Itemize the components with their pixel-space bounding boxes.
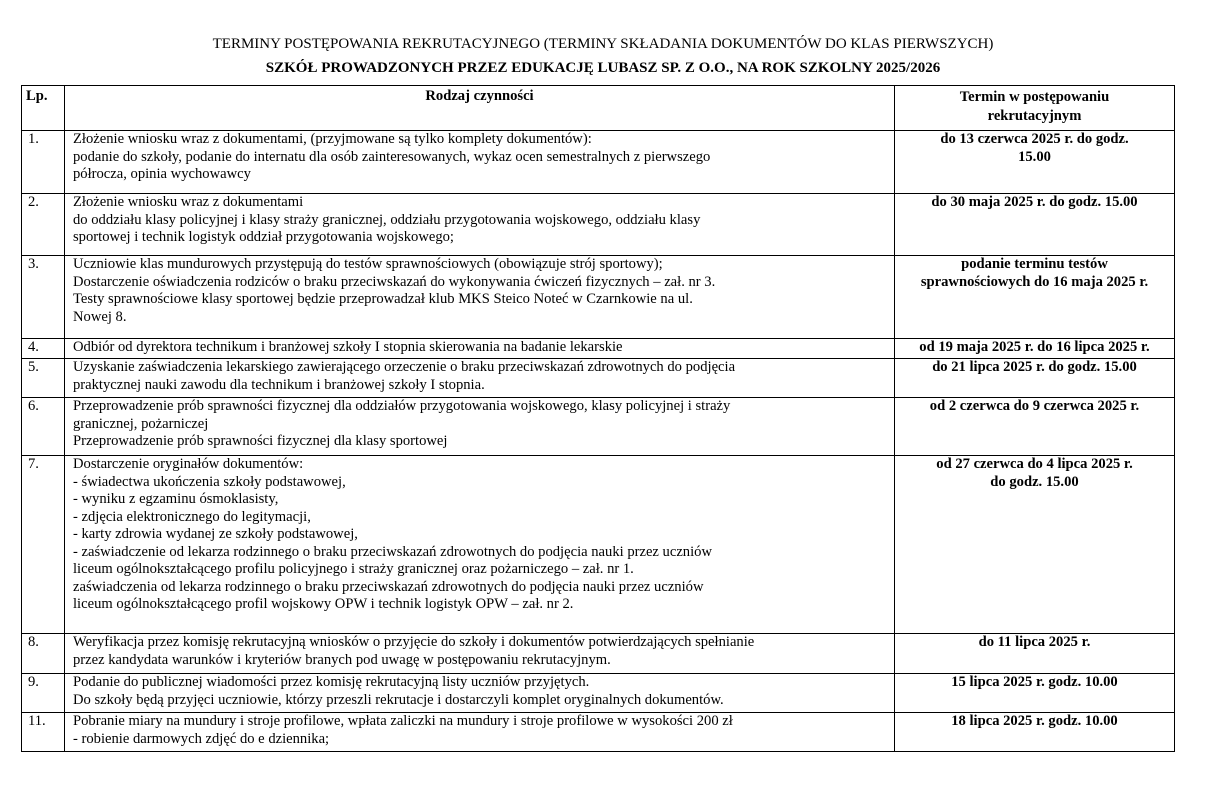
row-deadline bbox=[895, 398, 1175, 456]
activity-line: granicznej, pożarniczej bbox=[73, 415, 209, 432]
activity-line: przez kandydata warunków i kryteriów branych pod uwagę w postępowaniu rekrutacyjnym. bbox=[73, 651, 611, 668]
activity-line: Do szkoły będą przyjęci uczniowie, którzy przeszli rekrutacje i dostarczyli komplet oryginalnych dokumentów. bbox=[73, 691, 724, 708]
row-number: 5. bbox=[22, 359, 65, 398]
row-activity bbox=[65, 339, 895, 359]
row-activity bbox=[65, 674, 895, 713]
row-activity bbox=[65, 131, 895, 194]
header-term bbox=[895, 86, 1175, 131]
row-activity bbox=[65, 256, 895, 339]
row-deadline bbox=[895, 194, 1175, 256]
activity-line: Przeprowadzenie prób sprawności fizycznej dla oddziałów przygotowania wojskowego, klasy policyjnej i straży bbox=[73, 398, 731, 414]
deadline-line: od 27 czerwca do 4 lipca 2025 r. bbox=[936, 456, 1133, 472]
row-number: 1. bbox=[22, 131, 65, 194]
activity-line: Dostarczenie oryginałów dokumentów: bbox=[73, 456, 304, 472]
activity-line: - robienie darmowych zdjęć do e dziennika; bbox=[73, 730, 330, 747]
deadline-line: podanie terminu testów bbox=[961, 256, 1108, 272]
deadline-line: do 11 lipca 2025 r. bbox=[978, 634, 1091, 650]
row-activity bbox=[65, 398, 895, 456]
activity-line: Weryfikacja przez komisję rekrutacyjną wniosków o przyjęcie do szkoły i dokumentów potwierdzających spełnianie bbox=[73, 634, 755, 650]
deadline-line: sprawnościowych do 16 maja 2025 r. bbox=[920, 273, 1149, 290]
activity-line: Uzyskanie zaświadczenia lekarskiego zawierającego orzeczenie o braku przeciwskazań zdrowotnych do podjęcia bbox=[73, 359, 736, 375]
row-number: 7. bbox=[22, 456, 65, 634]
table-row bbox=[22, 256, 1175, 339]
activity-line: liceum ogólnokształcącego profil wojskowy OPW i technik logistyk OPW – zał. nr 2. bbox=[73, 596, 574, 612]
activity-line: sportowej i technik logistyk oddział przygotowania wojskowego; bbox=[73, 229, 454, 245]
row-number: 4. bbox=[22, 339, 65, 359]
row-activity bbox=[65, 359, 895, 398]
table-row bbox=[22, 674, 1175, 713]
row-deadline bbox=[895, 359, 1175, 398]
table-row bbox=[22, 359, 1175, 398]
row-activity bbox=[65, 456, 895, 634]
row-deadline bbox=[895, 339, 1175, 359]
activity-line: do oddziału klasy policyjnej i klasy straży granicznej, oddziału przygotowania wojskowego, oddziału klasy bbox=[73, 211, 701, 228]
table-row bbox=[22, 713, 1175, 752]
deadline-line: 15 lipca 2025 r. godz. 10.00 bbox=[951, 674, 1118, 690]
deadline-line: od 2 czerwca do 9 czerwca 2025 r. bbox=[929, 398, 1140, 414]
row-deadline bbox=[895, 456, 1175, 634]
table-row bbox=[22, 634, 1175, 674]
activity-line: Odbiór od dyrektora technikum i branżowej szkoły I stopnia skierowania na badanie lekarskie bbox=[73, 339, 623, 355]
row-deadline bbox=[895, 713, 1175, 752]
deadline-line: 15.00 bbox=[1018, 148, 1051, 165]
activity-line: - wyniku z egzaminu ósmoklasisty, bbox=[73, 491, 279, 507]
deadline-line: do godz. 15.00 bbox=[990, 473, 1079, 490]
deadline-line: do 30 maja 2025 r. do godz. 15.00 bbox=[931, 194, 1138, 210]
table-row bbox=[22, 194, 1175, 256]
row-deadline bbox=[895, 256, 1175, 339]
activity-line: Złożenie wniosku wraz z dokumentami, (przyjmowane są tylko komplety dokumentów): bbox=[73, 131, 592, 147]
row-number: 9. bbox=[22, 674, 65, 713]
row-number: 6. bbox=[22, 398, 65, 456]
activity-line: Podanie do publicznej wiadomości przez komisję rekrutacyjną listy uczniów przyjętych. bbox=[73, 674, 590, 690]
activity-line: półrocza, opinia wychowawcy bbox=[73, 166, 251, 182]
recruitment-schedule-table bbox=[21, 85, 1175, 752]
table-row bbox=[22, 456, 1175, 634]
table-row bbox=[22, 398, 1175, 456]
table-row bbox=[22, 131, 1175, 194]
document-title: TERMINY POSTĘPOWANIA REKRUTACYJNEGO (TERMINY SKŁADANIA DOKUMENTÓW DO KLAS PIERWSZYCH) bbox=[212, 36, 994, 52]
activity-line: Przeprowadzenie prób sprawności fizycznej dla klasy sportowej bbox=[73, 433, 448, 449]
activity-line: podanie do szkoły, podanie do internatu dla osób zainteresowanych, wykaz ocen semestralnych z pierwszego bbox=[73, 148, 711, 165]
header-activity: Rodzaj czynności bbox=[65, 86, 895, 131]
row-number: 8. bbox=[22, 634, 65, 674]
activity-line: Uczniowie klas mundurowych przystępują do testów sprawnościowych (obowiązuje strój sportowy); bbox=[73, 256, 663, 272]
activity-line: liceum ogólnokształcącego profilu policyjnego i straży granicznej oraz pożarniczego – zał. nr 1. bbox=[73, 561, 634, 577]
deadline-line: od 19 maja 2025 r. do 16 lipca 2025 r. bbox=[919, 339, 1150, 355]
header-lp: Lp. bbox=[22, 86, 65, 131]
activity-line: Nowej 8. bbox=[73, 308, 127, 325]
table-header-row bbox=[22, 86, 1175, 131]
deadline-line: do 13 czerwca 2025 r. do godz. bbox=[940, 131, 1129, 147]
deadline-line: 18 lipca 2025 r. godz. 10.00 bbox=[951, 713, 1118, 729]
activity-line: Pobranie miary na mundury i stroje profilowe, wpłata zaliczki na mundury i stroje profilowe w wysokości 200 zł bbox=[73, 713, 733, 729]
row-number: 2. bbox=[22, 194, 65, 256]
activity-line: - karty zdrowia wydanej ze szkoły podstawowej, bbox=[73, 526, 358, 542]
row-activity bbox=[65, 194, 895, 256]
header-term-line2: rekrutacyjnym bbox=[987, 108, 1082, 124]
activity-line: - zdjęcia elektronicznego do legitymacji, bbox=[73, 508, 311, 525]
row-activity bbox=[65, 713, 895, 752]
row-deadline bbox=[895, 131, 1175, 194]
activity-line: - zaświadczenie od lekarza rodzinnego o braku przeciwskazań zdrowotnych do podjęcia nauki przez uczniów bbox=[73, 543, 712, 560]
activity-line: Testy sprawnościowe klasy sportowej będzie przeprowadzał klub MKS Steico Noteć w Czarnkowie na ul. bbox=[73, 291, 693, 307]
row-deadline bbox=[895, 674, 1175, 713]
row-number: 11. bbox=[22, 713, 65, 752]
activity-line: Dostarczenie oświadczenia rodziców o braku przeciwskazań do wykonywania ćwiczeń fizycznych – zał. nr 3. bbox=[73, 273, 716, 290]
row-activity bbox=[65, 634, 895, 674]
document-subtitle: SZKÓŁ PROWADZONYCH PRZEZ EDUKACJĘ LUBASZ SP. Z O.O., NA ROK SZKOLNY 2025/2026 bbox=[265, 60, 941, 76]
activity-line: praktycznej nauki zawodu dla technikum i branżowej szkoły I stopnia. bbox=[73, 376, 485, 393]
table-row bbox=[22, 339, 1175, 359]
row-deadline bbox=[895, 634, 1175, 674]
row-number: 3. bbox=[22, 256, 65, 339]
activity-line: - świadectwa ukończenia szkoły podstawowej, bbox=[73, 473, 346, 490]
header-term-line1: Termin w postępowaniu bbox=[959, 89, 1110, 105]
activity-line: zaświadczenia od lekarza rodzinnego o braku przeciwskazań zdrowotnych do podjęcia nauki przez uczniów bbox=[73, 578, 704, 595]
deadline-line: do 21 lipca 2025 r. do godz. 15.00 bbox=[932, 359, 1137, 375]
activity-line: Złożenie wniosku wraz z dokumentami bbox=[73, 194, 304, 210]
